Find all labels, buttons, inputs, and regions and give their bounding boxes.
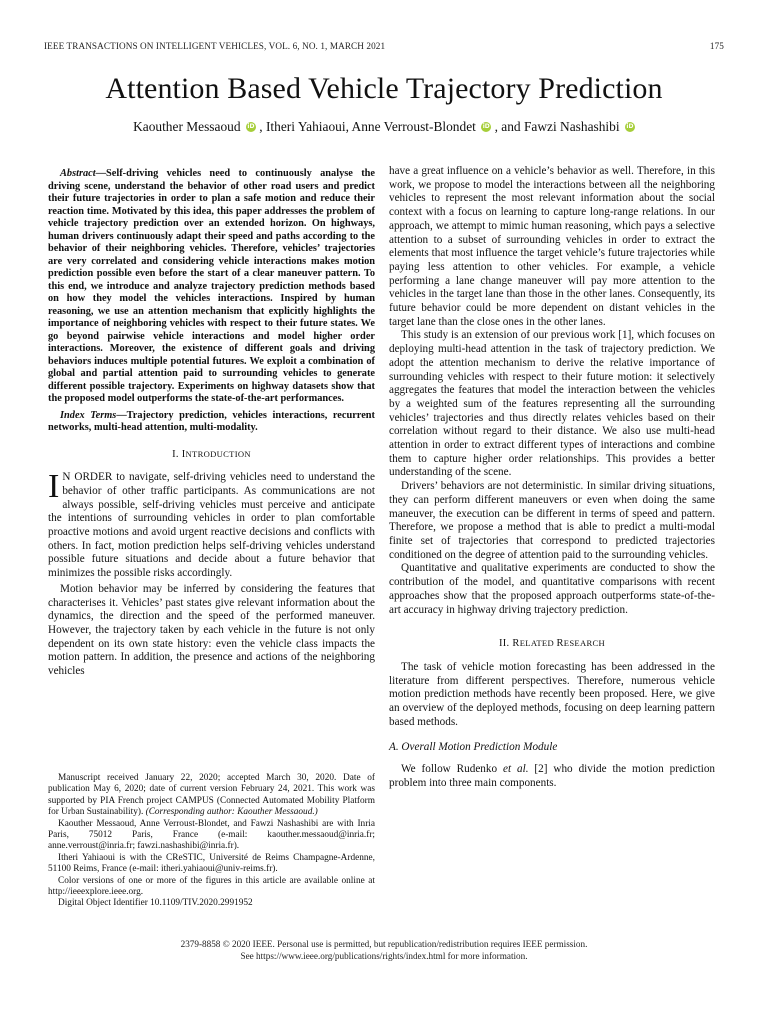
copyright-notice [0,938,768,962]
right-paragraph-5: The task of vehicle motion forecasting has been addressed in the literature from different perspectives. Therefore, numerous vehicle motion prediction methods have recently been proposed. Here, we give an overview of the deployed methods, focusing on deep learning pattern based methods. [389,660,715,728]
index-terms-label: Index Terms [60,409,117,421]
drop-cap-rest: N ORDER [62,471,113,484]
footnote-block [48,773,375,910]
journal-citation: IEEE TRANSACTIONS ON INTELLIGENT VEHICLES, VOL. 6, NO. 1, MARCH 2021 [44,41,386,51]
right-paragraph-1: have a great influence on a vehicle’s behavior as well. Therefore, in this work, we propose to model the interactions between all the neighboring vehicles to represent the most relevant information about the social context with a focus on learning to capture long-range relations. In our approach, we attempt to mimic human reasoning, which pays a selective attention to a subset of surrounding vehicles in order to extract the elements that most influence the target vehicle’s future trajectories while paying less attention to other vehicles. For example, a vehicle performing a lane change maneuver will pay more attention to the vehicles in the target lane than those in the other lanes. Consequently, its future behavior could be more dependent on distant vehicles in the target lane than the close ones in the other lanes. [389,165,715,328]
right-paragraph-6: We follow Rudenko et al. [2] who divide the motion prediction problem into three main components. [389,763,716,789]
section-heading-related-research: II. RELATED RESEARCH [498,638,606,650]
orcid-icon[interactable]: iD [247,123,255,130]
index-terms [48,410,375,435]
right-paragraph-2: This study is an extension of our previous work [1], which focuses on deploying multi-head attention in the task of trajectory prediction. We adopt the attention mechanism to derive the relative importance of surrounding vehicles with respect to their future motion: it selectively aggregates the features that model the interaction between the vehicles by a weighted sum of the features representing all the surrounding vehicles’ trajectories and thus directly relates vehicles based on their correlation without regard to their distance. We also use multi-head attention in order to extract different types of interactions and combine them to capture higher order relationships. This provides a better understanding of the scene. [389,329,715,479]
author-list [0,119,768,135]
abstract-text: —Self-driving vehicles need to continuously analyse the driving scene, understand the behavior of other road users and predict their future trajectories in order to plan a safe motion and reduce their reaction time. Motivated by this idea, this paper addresses the problem of vehicle trajectory prediction over an extended horizon. On highways, human drivers continuously adapt their speed and paths according to the behavior of their neighboring vehicles. Therefore, vehicles’ trajectories are very correlated and considering vehicle interactions makes motion prediction possible even before the start of a clear maneuver pattern. To this end, we introduce and analyze trajectory prediction methods based on how they model the vehicles interactions. Inspired by human reasoning, we use an attention mechanism that explicitly highlights the importance of neighboring vehicles with respect to their future states. We go beyond pairwise vehicle interactions and model higher order interactions. Moreover, the existence of different goals and driving behaviors induces multiple potential futures. We exploit a combination of global and partial attention paid to surrounding vehicles to generate different possible trajectory. Experiments on highway datasets show that the proposed model outperforms the state-of-the-art performances. [48,168,375,404]
footnote-manuscript: Manuscript received January 22, 2020; accepted March 30, 2020. Date of publication May 6, 2020; date of current version February 24, 2021. This work was supported by PIA French project CAMPUS (Connected Automated Mobility Platform for Urban Sustainability). (Corresponding author: Kaouther Messaoud.) [48,773,375,818]
drop-cap: I [48,468,60,506]
page-number: 175 [709,41,724,51]
footnote-color: Color versions of one or more of the figures in this article are available online at http://ieeexplore.ieee.org. [48,875,375,898]
right-paragraph-3: Drivers’ behaviors are not deterministic. In similar driving situations, they can perform different maneuvers or even when doing the same maneuver, the execution can be different in terms of speed and pattern. Therefore, we propose a method that is able to predict a multi-modal finite set of trajectories that correspond to predicted trajectories conditioned on the degree of attention paid to the surrounding vehicles. [389,480,715,561]
author-name: Kaouther Messaoud [133,119,241,134]
orcid-icon[interactable]: iD [482,123,490,130]
abstract-label: Abstract [60,168,96,179]
author-names: , and Fawzi Nashashibi [494,119,620,134]
copyright-line: 2379-8858 © 2020 IEEE. Personal use is permitted, but republication/redistribution requires IEEE permission. [180,939,588,949]
right-column [389,165,715,791]
rights-link-line: See https://www.ieee.org/publications/rights/index.html for more information. [240,951,528,961]
intro-paragraph-2: Motion behavior may be inferred by considering the features that characterises it. Vehicles’ past states give relevant information about the dynamics, the direction and the speed of the performed maneuver. However, the trajectory taken by each vehicle in the future is not only dependent on its own state history: even the vehicle class impacts the motion pattern. In addition, the presence and actions of the neighboring vehicles [48,582,375,678]
section-heading-introduction: I. INTRODUCTION [172,448,251,460]
intro-paragraph-1: I N ORDER to navigate, self-driving vehicles need to understand the behavior of other traffic participants. As communications are not always possible, self-driving vehicles must perceive and anticipate the intentions of surrounding vehicles in order to plan comfortable proactive motions and avoid urgent reactive decisions and conflicts with others. In fact, motion prediction helps self-driving vehicles understand possible future situations and decide about a future behavior that minimizes the possible risks accordingly. [48,468,375,580]
footnote-affiliation-2: Itheri Yahiaoui is with the CReSTIC, Université de Reims Champagne-Ardenne, 51100 Reims, France (e-mail: itheri.yahiaoui@univ-reims.fr). [48,852,375,875]
abstract [48,168,375,406]
orcid-icon[interactable]: iD [626,123,634,130]
right-paragraph-4: Quantitative and qualitative experiments are conducted to show the contribution of the model, and quantitative comparisons with recent approaches show that the proposed approach outperforms state-of-the-art accuracy in highway driving trajectory prediction. [389,562,715,616]
footnote-doi: Digital Object Identifier 10.1109/TIV.2020.2991952 [58,898,253,909]
left-column [48,168,375,679]
author-names: , Itheri Yahiaoui, Anne Verroust-Blondet [259,119,476,134]
footnote-affiliation-1: Kaouther Messaoud, Anne Verroust-Blondet, and Fawzi Nashashibi are with Inria Paris, 75012 Paris, France (e-mail: kaouther.messaoud@inria.fr; anne.verroust@inria.fr; fawzi.nashashibi@inria.fr). [48,818,375,852]
subsection-heading: A. Overall Motion Prediction Module [389,741,558,754]
paper-title: Attention Based Vehicle Trajectory Prediction [105,72,663,105]
index-terms-text: —Trajectory prediction, vehicles interactions, recurrent networks, multi-head attention, multi-modality. [48,409,375,433]
